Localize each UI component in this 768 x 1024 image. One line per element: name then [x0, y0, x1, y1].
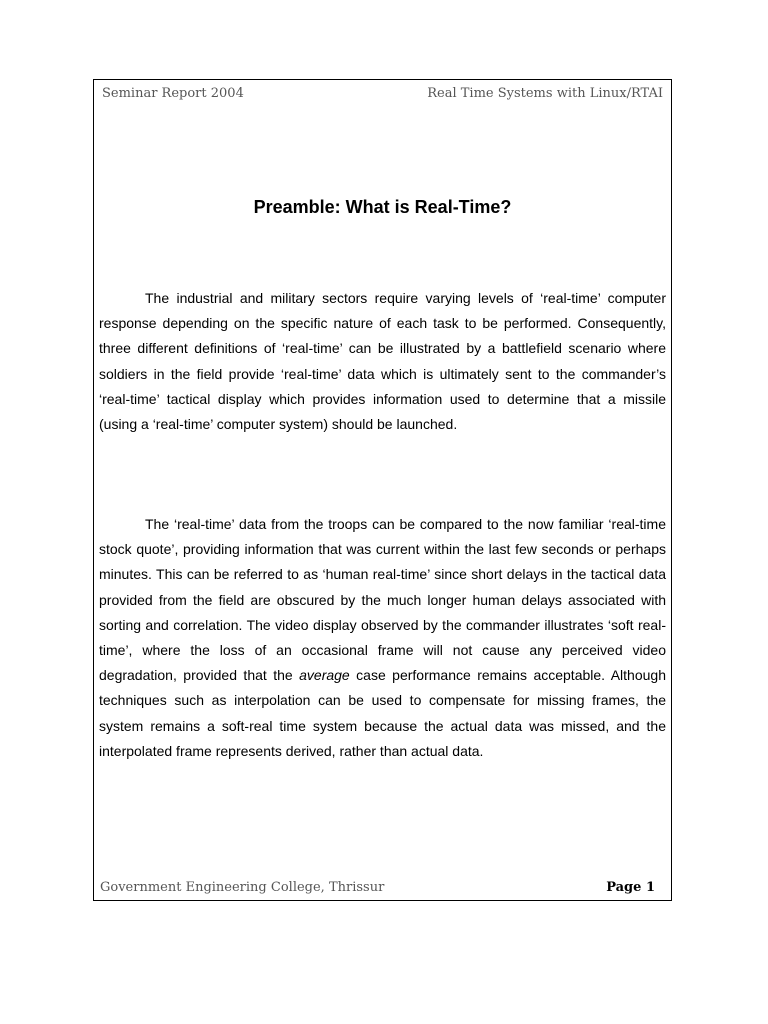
section-title: Preamble: What is Real-Time? [253, 197, 512, 217]
paragraph-2-part-2: case performance remains acceptable. Although techniques such as interpolation can be used to compensate for missing frames, the system remains a soft-real time system because the actual data was missed, and the interpolated frame represents derived, rather than actual data. [99, 667, 666, 759]
paragraph-2-part-1: The ‘real-time’ data from the troops can be compared to the now familiar ‘real-time stock quote’, providing information that was current within the last few seconds or perhaps minutes. This can be referred to as ‘human real-time’ since short delays in the tactical data provided from the field are obscured by the much longer human delays associated with sorting and correlation. The video display observed by the commander illustrates ‘soft real-time’, where the loss of an occasional frame will not cause any perceived video degradation, provided that the [99, 516, 666, 684]
footer-institution: Government Engineering College, Thrissur [100, 880, 385, 895]
paragraph-2 [99, 512, 666, 764]
header-report-title: Seminar Report 2004 [102, 86, 244, 101]
header-topic: Real Time Systems with Linux/RTAI [427, 86, 663, 101]
page-number: Page 1 [606, 880, 655, 895]
page-frame [93, 79, 672, 901]
paragraph-2-emphasis: average [299, 667, 350, 684]
page-header [102, 86, 663, 106]
page-footer [100, 880, 655, 898]
paragraph-1: The industrial and military sectors require varying levels of ‘real-time’ computer response depending on the specific nature of each task to be performed. Consequently, three different definitions of ‘real-time’ can be illustrated by a battlefield scenario where soldiers in the field provide ‘real-time’ data which is ultimately sent to the commander’s ‘real-time’ tactical display which provides information used to determine that a missile (using a ‘real-time’ computer system) should be launched. [99, 290, 666, 433]
